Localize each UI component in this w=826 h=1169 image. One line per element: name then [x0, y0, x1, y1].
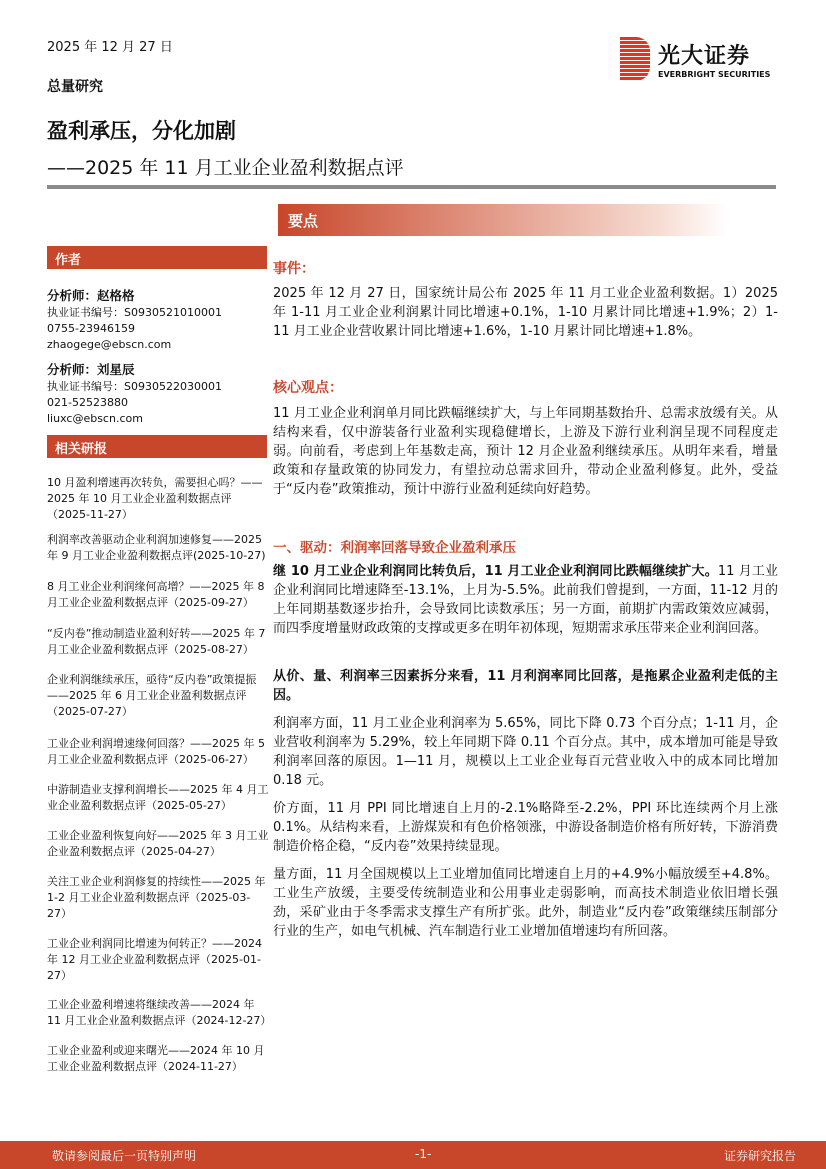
authors-header: 作者	[47, 246, 267, 269]
report-category: 总量研究	[47, 79, 103, 95]
paragraph-1-lead: 继 10 月工业企业利润同比转负后，11 月工业企业利润同比跌幅继续扩大。	[273, 564, 718, 579]
logo-en: EVERBRIGHT SECURITIES	[658, 70, 771, 79]
paragraph-2: 从价、量、利润率三因素拆分来看，11 月利润率同比回落，是拖累企业盈利走低的主因。	[273, 669, 778, 703]
related-report[interactable]: 工业企业盈利增速将继续改善——2024 年 11 月工业企业盈利数据点评（2024-12-27）	[47, 998, 272, 1027]
author-1	[47, 288, 269, 353]
related-report[interactable]: 中游制造业支撑利润增长——2025 年 4 月工业企业盈利数据点评（2025-05-27）	[47, 783, 269, 812]
paragraph-3: 利润率方面，11 月工业企业利润率为 5.65%，同比下降 0.73 个百分点；1-11 月，企业营收利润率为 5.29%，较上年同期下降 0.11 个百分点。其中，成本增加可能是导致利润率回落的原因。1—11 月，规模以上工业企业每百元营业收入中的成本同比增加 0.18 元。	[273, 716, 778, 788]
paragraph-5: 量方面，11 月全国规模以上工业增加值同比增速自上月的+4.9%小幅放缓至+4.8%。工业生产放缓，主要受传统制造业和公用事业走弱影响，而高技术制造业依旧增长强劲，采矿业由于冬季需求支撑生产有所扩张。此外，制造业“反内卷”政策继续压制部分行业的生产，如电气机械、汽车制造行业工业增加值增速均有所回落。	[273, 867, 778, 939]
related-report[interactable]: 工业企业盈利恢复向好——2025 年 3 月工业企业盈利数据点评（2025-04-27）	[47, 829, 269, 858]
related-report[interactable]: 8 月工业企业利润缘何高增？——2025 年 8 月工业企业盈利数据点评（2025-09-27）	[47, 580, 265, 609]
related-report[interactable]: “反内卷”推动制造业盈利好转——2025 年 7 月工业企业盈利数据点评（2025-08-27）	[47, 627, 266, 656]
author-name: 分析师：赵格格	[47, 288, 135, 303]
related-report[interactable]: 工业企业利润同比增速为何转正？——2024 年 12 月工业企业盈利数据点评（2025-01-27）	[47, 937, 262, 982]
company-logo	[620, 37, 770, 81]
author-phone: 021-52523880	[47, 396, 128, 409]
author-cert: 执业证书编号：S0930522030001	[47, 380, 222, 393]
report-title: 盈利承压，分化加剧	[47, 119, 236, 143]
report-date: 2025 年 12 月 27 日	[47, 40, 173, 55]
logo-mark-icon	[620, 37, 650, 81]
related-report[interactable]: 工业企业利润增速缘何回落？——2025 年 5 月工业企业盈利数据点评（2025-06-27）	[47, 737, 265, 766]
author-2	[47, 362, 269, 427]
author-email[interactable]: zhaogege@ebscn.com	[47, 338, 172, 351]
event-text: 2025 年 12 月 27 日，国家统计局公布 2025 年 11 月工业企业盈利数据。1）2025 年 1-11 月工业企业利润累计同比增速+0.1%，1-10 月累计同比增速+1.9%；2）1-11 月工业企业营收累计同比增速+1.6%，1-10 月累计同比增速+1.8%。	[273, 286, 778, 339]
paragraph-4: 价方面，11 月 PPI 同比增速自上月的-2.1%略降至-2.2%，PPI 环比连续两个月上涨 0.1%。从结构来看，上游煤炭和有色价格领涨，中游设备制造价格有所好转，下游消费制造价格企稳，“反内卷”效果持续显现。	[273, 801, 778, 854]
related-report[interactable]: 企业利润继续承压，亟待“反内卷”政策提振——2025 年 6 月工业企业盈利数据点评（2025-07-27）	[47, 673, 257, 718]
paragraph-1-body: 11 月工业企业利润同比增速降至-13.1%，上月为-5.5%。此前我们曾提到，一方面，11-12 月的上年同期基数逐步抬升，会导致同比读数承压；另一方面，前期扩内需政策效应减弱，而四季度增量财政政策的支撑或更多在明年初体现，短期需求承压带来企业利润回落。	[273, 564, 778, 636]
page-number: -1-	[415, 1147, 432, 1161]
footer-disclaimer: 敬请参阅最后一页特别声明	[52, 1149, 197, 1163]
related-reports-header: 相关研报	[47, 435, 267, 458]
core-heading: 核心观点：	[273, 380, 343, 396]
core-text: 11 月工业企业利润单月同比跌幅继续扩大，与上年同期基数抬升、总需求放缓有关。从结构来看，仅中游装备行业盈利实现稳健增长，上游及下游行业利润呈现不同程度走弱。向前看，考虑到上年基数走高，预计 12 月企业盈利继续承压。从明年来看，增量政策和存量政策的协同发力，有望拉动总需求回升，带动企业盈利修复。此外，受益于“反内卷”政策推动，预计中游行业盈利延续向好趋势。	[273, 406, 778, 497]
footer-report-type: 证券研究报告	[723, 1149, 796, 1163]
header-divider	[47, 185, 776, 189]
related-report[interactable]: 10 月盈利增速再次转负，需要担心吗？——2025 年 10 月工业企业盈利数据点评（2025-11-27）	[47, 476, 263, 521]
author-email[interactable]: liuxc@ebscn.com	[47, 412, 143, 425]
logo-cn: 光大证券	[658, 44, 751, 69]
author-name: 分析师：刘星辰	[47, 362, 135, 377]
report-subtitle: ——2025 年 11 月工业企业盈利数据点评	[47, 157, 404, 179]
related-report[interactable]: 关注工业企业利润修复的持续性——2025 年 1-2 月工业企业盈利数据点评（2025-03-27）	[47, 875, 266, 920]
event-heading: 事件：	[273, 261, 315, 277]
section-1-title: 一、驱动：利润率回落导致企业盈利承压	[273, 540, 516, 556]
author-phone: 0755-23946159	[47, 322, 135, 335]
paragraph-1	[273, 562, 778, 638]
page-footer	[0, 1141, 826, 1169]
author-cert: 执业证书编号：S0930521010001	[47, 306, 222, 319]
related-report[interactable]: 工业企业盈利或迎来曙光——2024 年 10 月工业企业盈利数据点评（2024-11-27）	[47, 1044, 265, 1073]
key-points-banner: 要点	[278, 204, 728, 236]
related-report[interactable]: 利润率改善驱动企业利润加速修复——2025 年 9 月工业企业盈利数据点评(2025-10-27)	[47, 533, 266, 562]
